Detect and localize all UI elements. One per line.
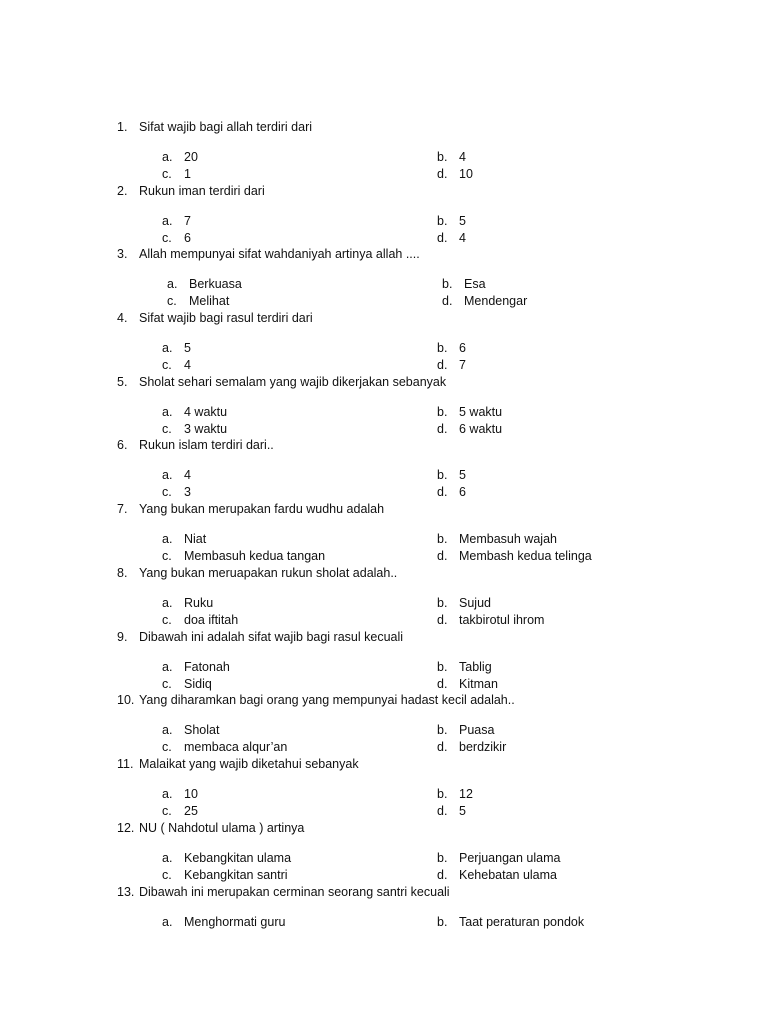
- question-text: Yang diharamkan bagi orang yang mempunyai hadast kecil adalah..: [139, 693, 515, 707]
- option-letter: a.: [167, 277, 178, 291]
- question-text: Malaikat yang wajib diketahui sebanyak: [139, 757, 359, 771]
- option-text: Mendengar: [464, 293, 528, 308]
- question-4-option: [162, 357, 191, 373]
- question-10-option: [437, 739, 506, 755]
- question-text: NU ( Nahdotul ulama ) artinya: [139, 821, 305, 835]
- question-8-option: [162, 612, 238, 628]
- question-2-option: [437, 230, 466, 246]
- option-text: 6 waktu: [459, 421, 503, 436]
- question-text: Rukun iman terdiri dari: [139, 184, 265, 198]
- question-6-option: [162, 467, 191, 483]
- option-text: Berkuasa: [189, 277, 242, 291]
- option-letter: d.: [437, 612, 448, 627]
- question-6: [117, 437, 274, 453]
- option-letter: a.: [162, 851, 173, 865]
- option-letter: a.: [162, 405, 173, 419]
- question-6-option: [437, 484, 466, 500]
- option-text: Membasuh wajah: [459, 532, 557, 546]
- option-letter: c.: [162, 357, 172, 372]
- option-letter: b.: [437, 596, 448, 610]
- option-text: doa iftitah: [184, 612, 239, 627]
- option-text: 5: [459, 803, 466, 818]
- option-letter: b.: [437, 468, 448, 482]
- option-letter: a.: [162, 787, 173, 801]
- option-letter: c.: [167, 293, 177, 308]
- option-letter: d.: [437, 357, 448, 372]
- question-3-option: [167, 293, 229, 309]
- question-number: 4.: [117, 311, 128, 325]
- option-letter: c.: [162, 421, 172, 436]
- option-text: Fatonah: [184, 660, 230, 674]
- question-9-option: [162, 676, 212, 692]
- option-text: 3: [184, 484, 191, 499]
- option-text: 12: [459, 787, 473, 801]
- question-text: Yang bukan meruapakan rukun sholat adalah..: [139, 566, 398, 580]
- question-1-option: [437, 166, 473, 182]
- question-10-option: [437, 722, 494, 738]
- question-number: 5.: [117, 375, 128, 389]
- question-4-option: [437, 357, 466, 373]
- question-9-option: [437, 676, 498, 692]
- question-13-option: [437, 914, 584, 930]
- option-text: 6: [184, 230, 191, 245]
- question-5: [117, 374, 446, 390]
- option-text: Taat peraturan pondok: [459, 915, 585, 929]
- question-5-option: [162, 421, 227, 437]
- question-12-option: [437, 850, 560, 866]
- option-letter: d.: [437, 867, 448, 882]
- question-11-option: [162, 786, 198, 802]
- question-9-option: [437, 659, 492, 675]
- option-text: takbirotul ihrom: [459, 612, 545, 627]
- option-letter: b.: [437, 915, 448, 929]
- option-letter: a.: [162, 915, 173, 929]
- question-number: 7.: [117, 502, 128, 516]
- question-1: [117, 119, 312, 135]
- question-7-option: [437, 548, 592, 564]
- option-text: 6: [459, 341, 466, 355]
- option-letter: a.: [162, 468, 173, 482]
- option-text: Membasuh kedua tangan: [184, 548, 326, 563]
- question-7-option: [162, 531, 206, 547]
- option-text: Niat: [184, 532, 207, 546]
- question-1-option: [162, 166, 191, 182]
- question-10-option: [162, 739, 287, 755]
- option-letter: b.: [437, 341, 448, 355]
- option-letter: d.: [437, 166, 448, 181]
- question-6-option: [437, 467, 466, 483]
- option-letter: c.: [162, 612, 172, 627]
- question-text: Yang bukan merupakan fardu wudhu adalah: [139, 502, 385, 516]
- question-9: [117, 629, 403, 645]
- question-9-option: [162, 659, 230, 675]
- question-8: [117, 565, 397, 581]
- option-text: 5: [459, 214, 466, 228]
- option-text: berdzikir: [459, 739, 507, 754]
- option-text: Menghormati guru: [184, 915, 286, 929]
- question-8-option: [162, 595, 213, 611]
- question-11: [117, 756, 359, 772]
- option-text: Sujud: [459, 596, 491, 610]
- option-text: 7: [459, 357, 466, 372]
- option-letter: b.: [437, 660, 448, 674]
- option-text: membaca alqur’an: [184, 739, 288, 754]
- option-text: 7: [184, 214, 191, 228]
- option-text: Ruku: [184, 596, 214, 610]
- option-letter: b.: [437, 787, 448, 801]
- option-text: 4: [184, 468, 191, 482]
- option-text: 4: [184, 357, 191, 372]
- question-3: [117, 246, 420, 262]
- question-2-option: [162, 230, 191, 246]
- question-text: Rukun islam terdiri dari..: [139, 438, 274, 452]
- question-number: 1.: [117, 120, 128, 134]
- option-letter: b.: [442, 277, 453, 291]
- option-text: 10: [459, 166, 473, 181]
- option-letter: d.: [437, 548, 448, 563]
- option-letter: d.: [437, 484, 448, 499]
- option-text: Perjuangan ulama: [459, 851, 561, 865]
- option-text: Sidiq: [184, 676, 212, 691]
- option-letter: a.: [162, 214, 173, 228]
- option-letter: b.: [437, 532, 448, 546]
- option-letter: c.: [162, 867, 172, 882]
- question-text: Dibawah ini merupakan cerminan seorang santri kecuali: [139, 885, 450, 899]
- option-letter: b.: [437, 405, 448, 419]
- option-text: Kebangkitan ulama: [184, 851, 292, 865]
- option-text: Esa: [464, 277, 486, 291]
- option-text: Kehebatan ulama: [459, 867, 557, 882]
- option-letter: b.: [437, 851, 448, 865]
- option-letter: b.: [437, 150, 448, 164]
- question-3-option: [167, 276, 242, 292]
- question-7-option: [162, 548, 325, 564]
- option-letter: a.: [162, 532, 173, 546]
- question-3-option: [442, 276, 486, 292]
- question-number: 2.: [117, 184, 128, 198]
- option-text: Melihat: [189, 293, 230, 308]
- question-text: Allah mempunyai sifat wahdaniyah artinya allah ....: [139, 247, 420, 261]
- question-4-option: [437, 340, 466, 356]
- option-text: 5: [184, 341, 191, 355]
- question-4: [117, 310, 313, 326]
- option-letter: a.: [162, 150, 173, 164]
- option-text: Puasa: [459, 723, 495, 737]
- option-letter: d.: [437, 739, 448, 754]
- question-13: [117, 884, 450, 900]
- option-text: Tablig: [459, 660, 492, 674]
- question-11-option: [437, 803, 466, 819]
- question-number: 9.: [117, 630, 128, 644]
- option-text: Sholat: [184, 723, 220, 737]
- option-letter: c.: [162, 676, 172, 691]
- question-5-option: [162, 404, 227, 420]
- option-text: 5 waktu: [459, 405, 503, 419]
- option-text: 4: [459, 230, 466, 245]
- option-text: Kitman: [459, 676, 498, 691]
- option-letter: c.: [162, 739, 172, 754]
- option-letter: d.: [437, 421, 448, 436]
- option-letter: d.: [437, 230, 448, 245]
- question-10-option: [162, 722, 219, 738]
- question-13-option: [162, 914, 285, 930]
- option-text: 5: [459, 468, 466, 482]
- question-1-option: [162, 149, 198, 165]
- question-7: [117, 501, 384, 517]
- question-10: [117, 692, 515, 708]
- question-5-option: [437, 404, 502, 420]
- question-number: 11.: [117, 757, 134, 771]
- option-text: 20: [184, 150, 198, 164]
- option-letter: a.: [162, 660, 173, 674]
- question-4-option: [162, 340, 191, 356]
- question-text: Dibawah ini adalah sifat wajib bagi rasul kecuali: [139, 630, 404, 644]
- question-number: 12.: [117, 821, 135, 835]
- option-letter: a.: [162, 341, 173, 355]
- question-number: 3.: [117, 247, 128, 261]
- question-number: 8.: [117, 566, 128, 580]
- option-text: 1: [184, 166, 191, 181]
- question-12: [117, 820, 304, 836]
- option-text: Kebangkitan santri: [184, 867, 288, 882]
- option-text: 25: [184, 803, 198, 818]
- option-text: 10: [184, 787, 198, 801]
- question-text: Sifat wajib bagi allah terdiri dari: [139, 120, 313, 134]
- question-12-option: [437, 867, 557, 883]
- option-letter: c.: [162, 484, 172, 499]
- question-12-option: [162, 867, 288, 883]
- question-2: [117, 183, 265, 199]
- option-letter: d.: [437, 676, 448, 691]
- option-text: Membash kedua telinga: [459, 548, 592, 563]
- question-text: Sifat wajib bagi rasul terdiri dari: [139, 311, 313, 325]
- option-letter: a.: [162, 596, 173, 610]
- option-letter: c.: [162, 803, 172, 818]
- question-3-option: [442, 293, 527, 309]
- option-letter: b.: [437, 723, 448, 737]
- option-letter: b.: [437, 214, 448, 228]
- option-letter: d.: [437, 803, 448, 818]
- question-number: 6.: [117, 438, 128, 452]
- question-8-option: [437, 595, 491, 611]
- option-text: 4: [459, 150, 466, 164]
- option-letter: a.: [162, 723, 173, 737]
- option-letter: c.: [162, 166, 172, 181]
- option-letter: c.: [162, 230, 172, 245]
- question-1-option: [437, 149, 466, 165]
- question-6-option: [162, 484, 191, 500]
- option-letter: d.: [442, 293, 453, 308]
- question-number: 10.: [117, 693, 135, 707]
- question-12-option: [162, 850, 291, 866]
- question-7-option: [437, 531, 557, 547]
- option-text: 4 waktu: [184, 405, 228, 419]
- question-11-option: [437, 786, 473, 802]
- option-text: 6: [459, 484, 466, 499]
- question-text: Sholat sehari semalam yang wajib dikerjakan sebanyak: [139, 375, 447, 389]
- question-number: 13.: [117, 885, 135, 899]
- question-8-option: [437, 612, 544, 628]
- question-2-option: [162, 213, 191, 229]
- question-2-option: [437, 213, 466, 229]
- option-text: 3 waktu: [184, 421, 228, 436]
- question-11-option: [162, 803, 198, 819]
- question-5-option: [437, 421, 502, 437]
- option-letter: c.: [162, 548, 172, 563]
